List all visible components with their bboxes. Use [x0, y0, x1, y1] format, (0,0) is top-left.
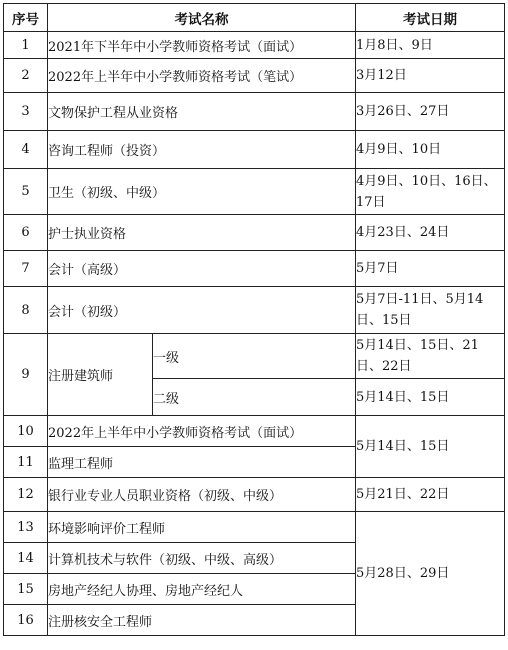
table-row — [4, 32, 505, 59]
row-num: 3 — [4, 93, 48, 131]
table-row — [4, 416, 505, 447]
row-name: 2022年上半年中小学教师资格考试（笔试） — [48, 59, 356, 93]
row-date: 5月7日 — [356, 251, 505, 287]
row-num: 8 — [4, 287, 48, 334]
table-row — [4, 478, 505, 512]
row-name: 环境影响评价工程师 — [48, 512, 356, 543]
row-num: 14 — [4, 543, 48, 574]
row-name: 咨询工程师（投资） — [48, 131, 356, 169]
table-row — [4, 512, 505, 543]
row-num: 7 — [4, 251, 48, 287]
row-num: 12 — [4, 478, 48, 512]
row-date: 4月9日、10日 — [356, 131, 505, 169]
row-date: 3月26日、27日 — [356, 93, 505, 131]
row-num: 1 — [4, 32, 48, 59]
row-date: 5月7日-11日、5月14日、15日 — [356, 287, 505, 334]
table-row — [4, 215, 505, 251]
table-row — [4, 251, 505, 287]
row-name: 银行业专业人员职业资格（初级、中级） — [48, 478, 356, 512]
table-row — [4, 334, 505, 379]
row-num: 11 — [4, 447, 48, 478]
row-name: 2021年下半年中小学教师资格考试（面试） — [48, 32, 356, 59]
sub-level: 二级 — [153, 379, 356, 416]
row-date: 1月8日、9日 — [356, 32, 505, 59]
row-date: 4月23日、24日 — [356, 215, 505, 251]
row-name: 会计（高级） — [48, 251, 356, 287]
row-name: 注册核安全工程师 — [48, 605, 356, 636]
sub-level: 一级 — [153, 334, 356, 379]
header-date: 考试日期 — [356, 4, 505, 32]
row-date: 5月14日、15日 — [356, 379, 505, 416]
row-date: 5月14日、15日、21日、22日 — [356, 334, 505, 379]
row-name: 会计（初级） — [48, 287, 356, 334]
table-row — [4, 287, 505, 334]
row-name: 文物保护工程从业资格 — [48, 93, 356, 131]
row-date: 3月12日 — [356, 59, 505, 93]
merged-date: 5月14日、15日 — [356, 416, 505, 478]
row-name: 注册建筑师 — [48, 334, 153, 416]
row-num: 6 — [4, 215, 48, 251]
header-name: 考试名称 — [48, 4, 356, 32]
row-num: 5 — [4, 169, 48, 215]
table-row — [4, 59, 505, 93]
table-row — [4, 131, 505, 169]
table-row — [4, 93, 505, 131]
header-num: 序号 — [4, 4, 48, 32]
row-name: 护士执业资格 — [48, 215, 356, 251]
row-num: 9 — [4, 334, 48, 416]
row-name: 房地产经纪人协理、房地产经纪人 — [48, 574, 356, 605]
exam-schedule-table — [3, 3, 505, 636]
row-num: 10 — [4, 416, 48, 447]
row-name: 卫生（初级、中级） — [48, 169, 356, 215]
row-num: 13 — [4, 512, 48, 543]
header-row — [4, 4, 505, 32]
row-date: 4月9日、10日、16日、17日 — [356, 169, 505, 215]
row-num: 2 — [4, 59, 48, 93]
row-name: 2022年上半年中小学教师资格考试（面试） — [48, 416, 356, 447]
row-num: 15 — [4, 574, 48, 605]
merged-date: 5月28日、29日 — [356, 512, 505, 636]
row-name: 计算机技术与软件（初级、中级、高级） — [48, 543, 356, 574]
table-row — [4, 169, 505, 215]
row-num: 16 — [4, 605, 48, 636]
row-name: 监理工程师 — [48, 447, 356, 478]
row-date: 5月21日、22日 — [356, 478, 505, 512]
row-num: 4 — [4, 131, 48, 169]
